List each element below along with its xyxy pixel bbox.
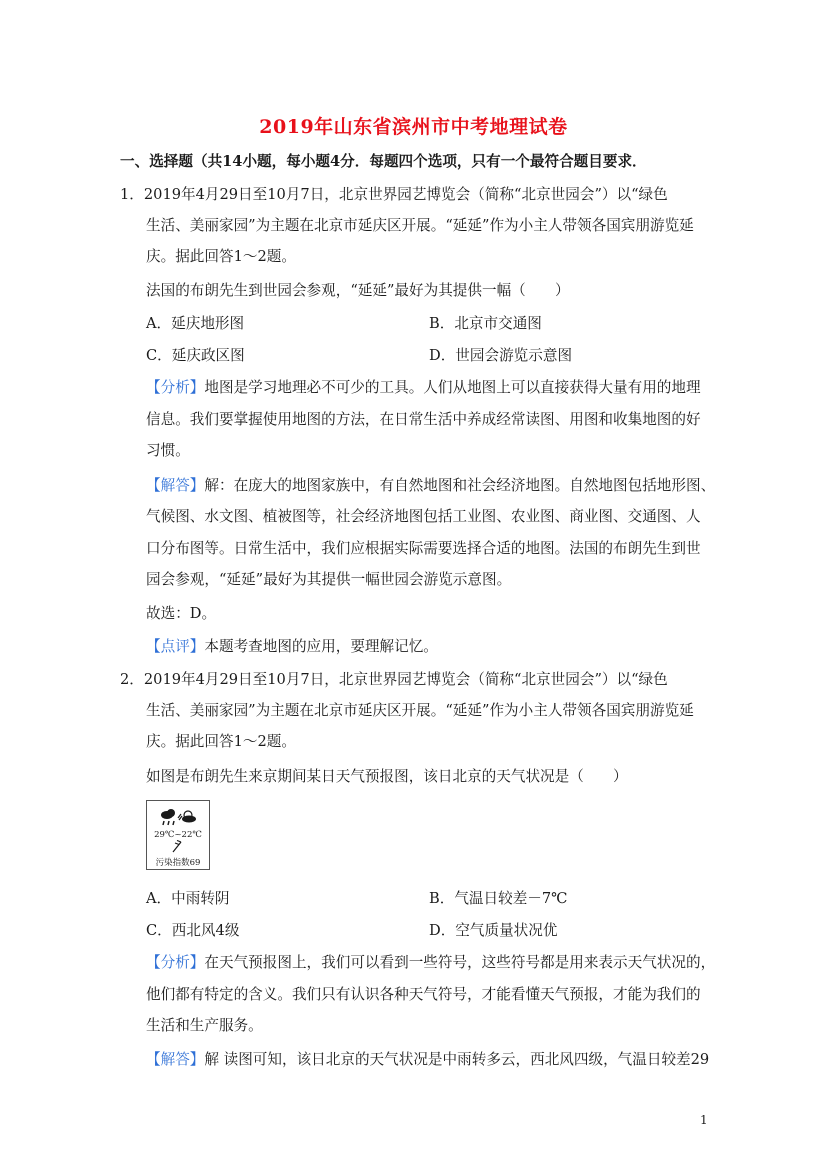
q2-option-a: A．中雨转阴 (146, 890, 230, 907)
page-number: 1 (700, 1113, 708, 1127)
q1-comment-text: 本题考查地图的应用，要理解记忆。 (204, 638, 438, 655)
q2-analysis-text1: 在天气预报图上，我们可以看到一些符号，这些符号都是用来表示天气状况的， (204, 954, 716, 971)
q1-comment-tag: 【点评】 (146, 638, 205, 655)
q2-answer-tag: 【解答】 (146, 1051, 205, 1068)
q1-option-a: A．延庆地形图 (146, 315, 245, 332)
q1-analysis-text1: 地图是学习地理必不可少的工具。人们从地图上可以直接获得大量有用的地理 (204, 379, 701, 396)
q1-intro-line3: 庆。据此回答1～2题。 (146, 248, 296, 265)
q1-answer-line1 (146, 476, 715, 496)
page-title: 2019年山东省滨州市中考地理试卷 (259, 116, 568, 138)
q1-option-c: C．延庆政区图 (146, 347, 245, 364)
q1-analysis-line3: 习惯。 (146, 442, 190, 459)
q1-intro-line2: 生活、美丽家园”为主题在北京市延庆区开展。“延延”作为小主人带领各国宾朋游览延 (146, 217, 694, 234)
q2-stem: 如图是布朗先生来京期间某日天气预报图，该日北京的天气状况是（ ） (146, 768, 628, 785)
q1-stem: 法国的布朗先生到世园会参观，“延延”最好为其提供一幅（ ） (146, 282, 570, 299)
q2-option-c: C．西北风4级 (146, 922, 240, 939)
q2-answer-line1 (146, 1050, 709, 1070)
weather-pollution-index: 污染指数69 (155, 858, 201, 868)
q2-analysis-line3: 生活和生产服务。 (146, 1017, 263, 1034)
q1-answer-line3: 口分布图等。日常生活中，我们应根据实际需要选择合适的地图。法国的布朗先生到世 (146, 540, 701, 557)
q1-analysis-line1 (146, 378, 701, 398)
rain-to-cloudy-icon (159, 807, 197, 829)
q1-analysis-tag: 【分析】 (146, 379, 205, 396)
q1-answer-line2: 气候图、水文图、植被图等，社会经济地图包括工业图、农业图、商业图、交通图、人 (146, 508, 701, 525)
q2-option-b: B．气温日较差－7℃ (429, 890, 568, 907)
q2-intro-line1: 2．2019年4月29日至10月7日，北京世界园艺博览会（简称“北京世园会”）以“绿色 (120, 671, 668, 688)
weather-temperature: 29℃~22℃ (154, 830, 202, 840)
q1-comment-line (146, 637, 438, 657)
q1-answer-text1: 解：在庞大的地图家族中，有自然地图和社会经济地图。自然地图包括地形图、 (204, 477, 716, 494)
q1-answer-tag: 【解答】 (146, 477, 205, 494)
q2-analysis-line2: 他们都有特定的含义。我们只有认识各种天气符号，才能看懂天气预报，才能为我们的 (146, 986, 701, 1003)
section-heading: 一、选择题（共14小题，每小题4分．每题四个选项，只有一个最符合题目要求． (120, 153, 647, 170)
q2-intro-line3: 庆。据此回答1～2题。 (146, 733, 296, 750)
q2-answer-text1: 解 读图可知，该日北京的天气状况是中雨转多云，西北风四级，气温日较差29 (204, 1051, 710, 1068)
weather-forecast-figure (146, 800, 210, 870)
q1-option-d: D．世园会游览示意图 (429, 347, 573, 364)
q1-choice: 故选：D。 (146, 605, 217, 622)
q2-intro-line2: 生活、美丽家园”为主题在北京市延庆区开展。“延延”作为小主人带领各国宾朋游览延 (146, 702, 694, 719)
q2-option-d: D．空气质量状况优 (429, 922, 558, 939)
q1-intro-line1: 1．2019年4月29日至10月7日，北京世界园艺博览会（简称“北京世园会”）以“绿色 (120, 186, 668, 203)
q1-option-b: B．北京市交通图 (429, 315, 542, 332)
q2-analysis-tag: 【分析】 (146, 954, 205, 971)
wind-symbol-icon (171, 840, 185, 854)
q1-answer-line4: 园会参观，“延延”最好为其提供一幅世园会游览示意图。 (146, 571, 512, 588)
q1-analysis-line2: 信息。我们要掌握使用地图的方法，在日常生活中养成经常读图、用图和收集地图的好 (146, 411, 701, 428)
q2-analysis-line1 (146, 953, 715, 973)
